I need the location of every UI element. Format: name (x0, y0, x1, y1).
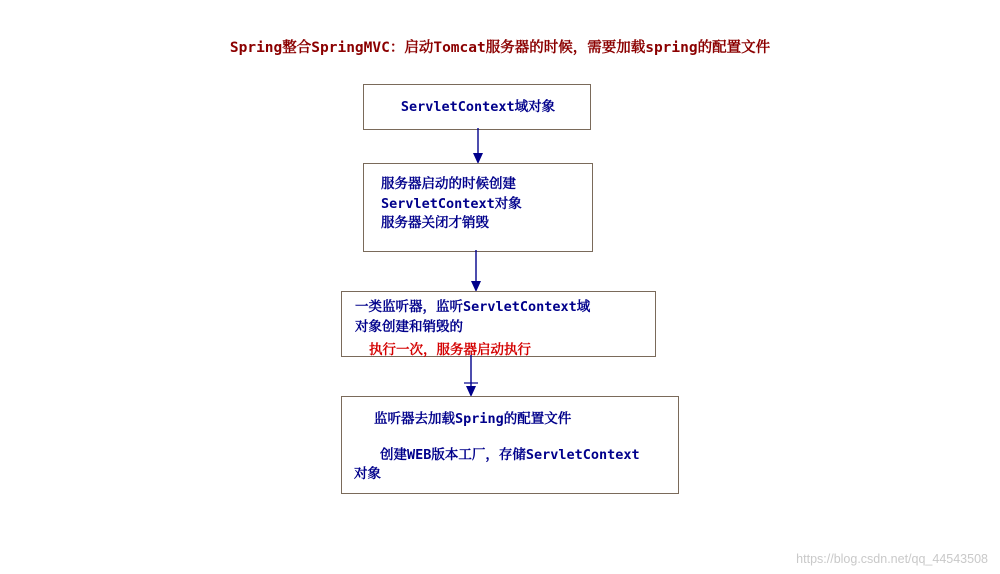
listener-box-lines (355, 298, 590, 361)
lifecycle-box-line-3: 服务器关闭才销毁 (381, 215, 489, 232)
loader-box-lines (354, 410, 640, 485)
servletcontext-box-line-1: ServletContext域对象 (400, 99, 556, 115)
listener-box-line-2: 对象创建和销毁的 (355, 318, 463, 335)
loader-box-line-2: 创建WEB版本工厂，存储ServletContext (380, 446, 640, 463)
loader-box-line-1: 监听器去加载Spring的配置文件 (374, 411, 572, 427)
lifecycle-box-line-2: ServletContext对象 (381, 195, 522, 212)
lifecycle-box-line-1: 服务器启动的时候创建 (381, 176, 516, 192)
arrow-listener-to-loader (455, 355, 487, 399)
watermark: https://blog.csdn.net/qq_44543508 (796, 552, 988, 566)
diagram-title: Spring整合SpringMVC：启动Tomcat服务器的时候，需要加载spring的配置文件 (229, 40, 771, 56)
listener-box-line-3: 执行一次，服务器启动执行 (369, 342, 531, 359)
arrow-lifecycle-to-listener (460, 250, 492, 294)
listener-box (341, 291, 656, 357)
lifecycle-box (363, 163, 593, 252)
lifecycle-box-lines (381, 175, 522, 234)
loader-box-line-3: 对象 (354, 466, 381, 483)
servletcontext-box (363, 84, 591, 130)
arrow-servletcontext-to-lifecycle (462, 128, 494, 166)
listener-box-line-1: 一类监听器，监听ServletContext域 (355, 299, 591, 315)
loader-box (341, 396, 679, 494)
